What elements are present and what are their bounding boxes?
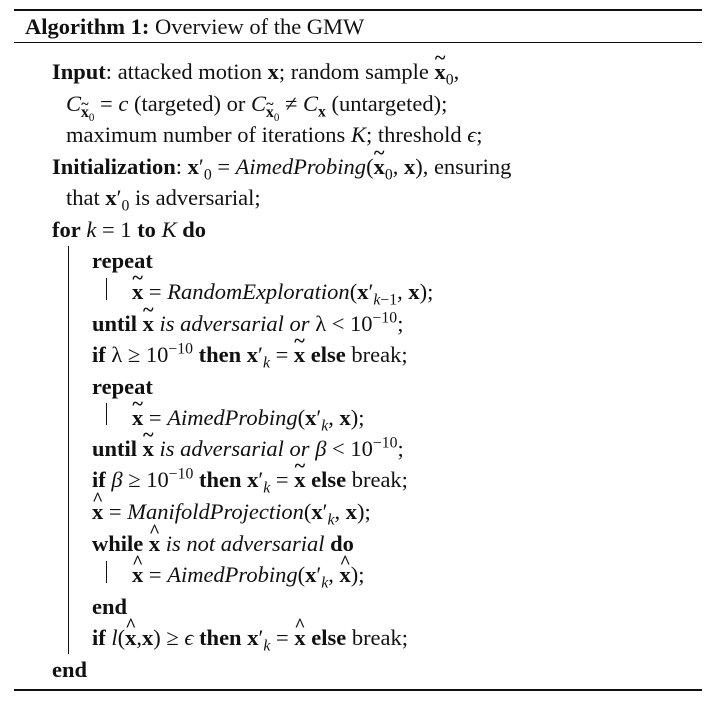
fn-aimed-probing-2: AimedProbing <box>167 405 298 430</box>
keyword-repeat: repeat <box>92 248 153 273</box>
input-line-1: Input: attacked motion x; random sample ~ $x_0$, <box>52 61 459 84</box>
for-end-line <box>52 659 87 682</box>
text-that: that <box>66 185 100 210</box>
keyword-end-for: end <box>52 657 88 682</box>
text-random-sample: ; random sample <box>278 59 429 84</box>
while-line: while ^ x is not adversarial do <box>92 533 354 556</box>
aimed-probing-line-2: ^ $x = AimedProbing(x'_k$, ^ x); <box>132 564 365 587</box>
keyword-to: to <box>137 217 156 242</box>
text-targeted: (targeted) or <box>133 91 246 116</box>
repeat-2-bar <box>106 403 107 425</box>
until-line-2: until ~ x is adversarial or $\beta < 10^{-10}$; <box>92 438 404 461</box>
keyword-then-3: then <box>199 625 242 650</box>
while-end-line <box>92 596 127 619</box>
bottom-rule <box>14 689 702 691</box>
keyword-for: for <box>52 217 81 242</box>
text-or-1: or <box>289 311 310 336</box>
text-is-not-adversarial: is not adversarial <box>165 531 325 556</box>
init-line-1: Initialization: $x'_0$ = AimedProbing(~ $x_0$, x), ensuring <box>52 156 511 179</box>
if-line-2: if $\beta \ge 10^{-10}$ then $x'_k$ = ~ x else break; <box>92 469 408 492</box>
keyword-until-2: until <box>92 436 138 461</box>
top-rule <box>14 9 702 11</box>
text-max-iter: maximum number of iterations <box>66 122 346 147</box>
fn-manifold-projection: ManifoldProjection <box>127 499 304 524</box>
keyword-until: until <box>92 311 138 336</box>
repeat-line-2 <box>92 376 153 399</box>
if-line-3: if l(^ x,x) ≥ ϵ then $x'_k$ = ^ x else break; <box>92 627 408 650</box>
until-line-1: until ~ x is adversarial or $\lambda < 10^{-10}$; <box>92 313 403 336</box>
for-body-bar <box>68 246 69 654</box>
text-is-adversarial-2: is adversarial <box>159 436 284 461</box>
keyword-end-while: end <box>92 594 128 619</box>
keyword-else-3: else <box>311 625 347 650</box>
keyword-then-2: then <box>198 467 242 492</box>
text-or-2: or <box>289 436 310 461</box>
aimed-probing-line-1: ~ $x = AimedProbing(x'_k$, x); <box>132 407 365 430</box>
fn-random-exploration: RandomExploration <box>167 279 350 304</box>
text-ensuring: , ensuring <box>422 154 512 179</box>
text-untargeted: (untargeted); <box>331 91 448 116</box>
input-line-2: $C_{x_0} = c$ (targeted) or $C_{x_0} \ne C_x$ (untargeted); <box>66 91 448 124</box>
input-line-3: maximum number of iterations K; threshold ϵ; <box>66 122 483 147</box>
keyword-do-2: do <box>330 531 354 556</box>
fn-aimed-probing: AimedProbing <box>235 154 367 179</box>
keyword-input: Input <box>52 59 106 84</box>
text-threshold: ; threshold <box>365 122 462 147</box>
keyword-initialization: Initialization <box>52 154 176 179</box>
text-break-1: break; <box>351 342 408 367</box>
keyword-if-1: if <box>92 342 106 367</box>
if-line-1: if $\lambda \ge 10^{-10}$ then $x'_k$ = ~ x else break; <box>92 344 408 367</box>
repeat-line-1 <box>92 250 153 273</box>
keyword-do: do <box>182 217 206 242</box>
random-exploration-line: ~ $x = RandomExploration(x'_{k-1}$, x); <box>132 281 433 304</box>
text-is-adversarial-1: is adversarial <box>159 311 284 336</box>
text-break-2: break; <box>351 467 408 492</box>
keyword-while: while <box>92 531 144 556</box>
keyword-if-3: if <box>92 625 106 650</box>
keyword-else-2: else <box>311 467 347 492</box>
text-attacked-motion: attacked motion <box>117 59 263 84</box>
algorithm-name: Overview of the GMW <box>154 14 365 39</box>
while-body-bar <box>106 561 107 583</box>
text-is-adversarial: is adversarial; <box>135 185 261 210</box>
repeat-1-bar <box>106 278 107 300</box>
keyword-repeat-2: repeat <box>92 374 153 399</box>
keyword-then-1: then <box>198 342 242 367</box>
init-line-2: that $x'_0$ is adversarial; <box>66 185 261 215</box>
algorithm-label: Algorithm 1: <box>25 14 150 39</box>
for-line: for k = 1 to K do <box>52 217 206 242</box>
keyword-if-2: if <box>92 467 106 492</box>
manifold-projection-line: ^ $x = ManifoldProjection(x'_k$, x); <box>92 501 371 524</box>
fn-aimed-probing-3: AimedProbing <box>167 562 298 587</box>
keyword-else-1: else <box>310 342 346 367</box>
text-break-3: break; <box>351 625 409 650</box>
algorithm-title <box>25 16 364 39</box>
title-rule <box>14 42 702 43</box>
